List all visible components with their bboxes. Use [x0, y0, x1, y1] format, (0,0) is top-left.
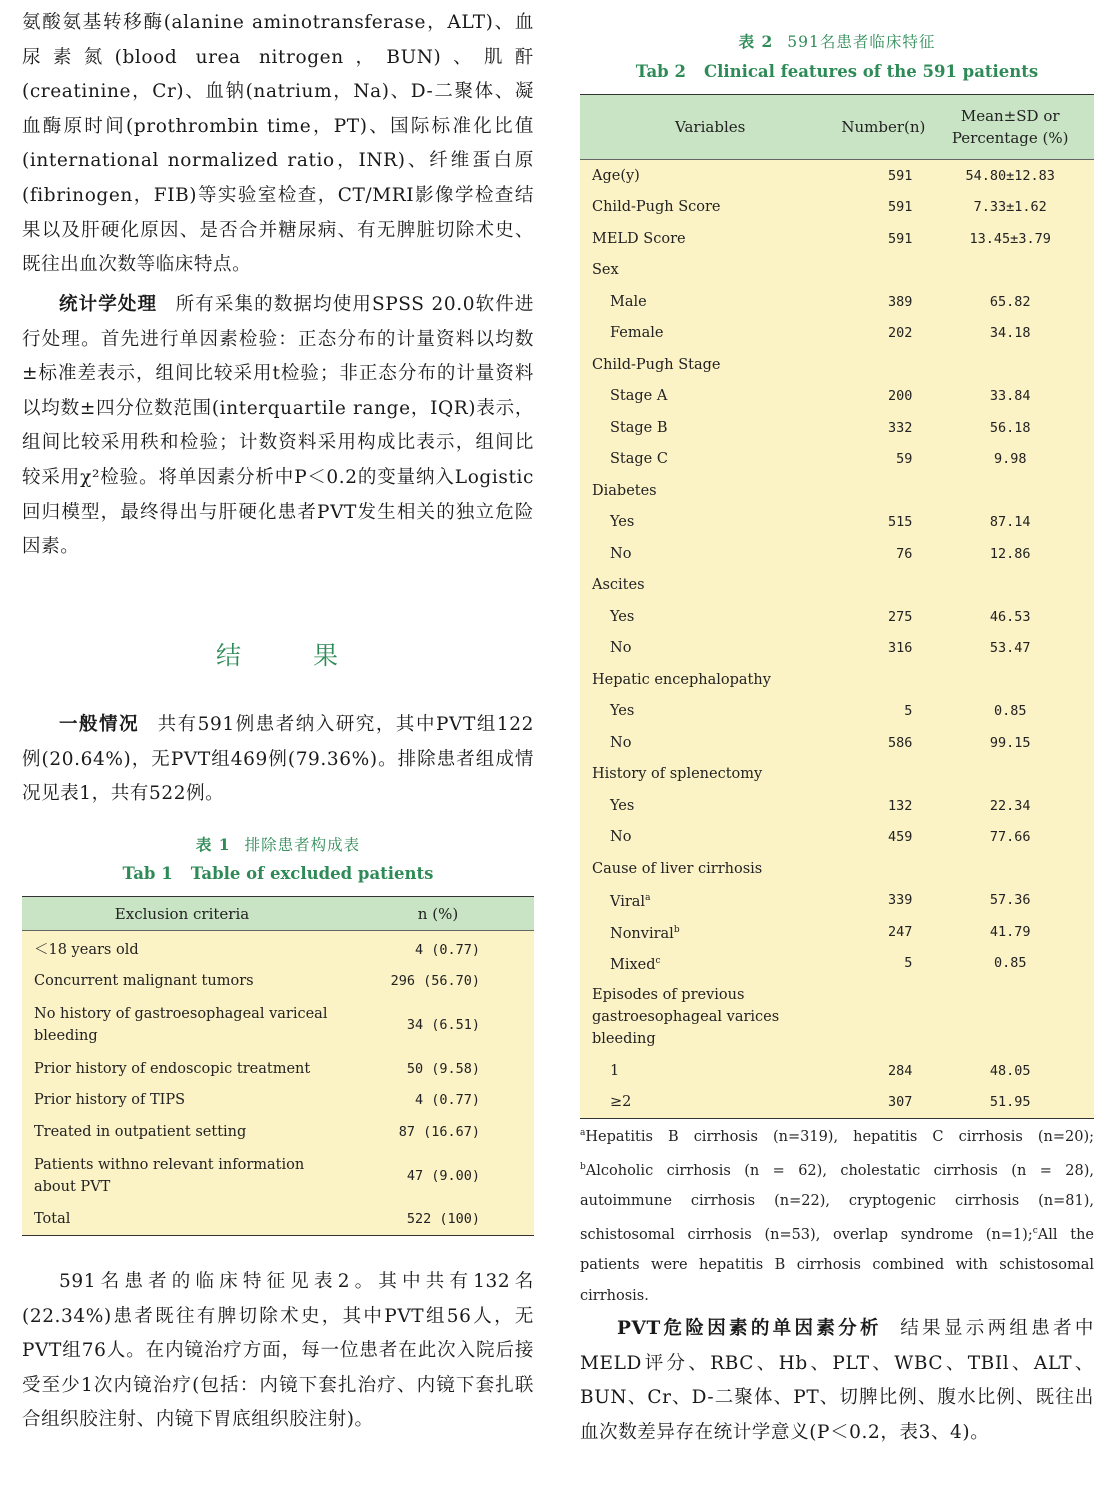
variable-cell: Yes: [610, 703, 635, 720]
table-row: [580, 1087, 1094, 1119]
variable-cell: Male: [610, 293, 647, 310]
variable-label: Nonviral: [610, 925, 674, 942]
number-cell: [840, 979, 926, 1055]
value-cell: 41.79: [989, 923, 1031, 940]
number-cell: 586: [888, 734, 913, 751]
value-cell: 0.85: [993, 955, 1027, 972]
tab2-label-en: Tab 2: [635, 62, 686, 81]
value-cell: 46.53: [989, 608, 1031, 625]
table-row: [580, 223, 1094, 255]
value-cell: 13.45±3.79: [969, 230, 1051, 247]
value-cell: 53.47: [989, 640, 1031, 657]
table-row: [580, 979, 1094, 1055]
tab2-caption-cn: [580, 30, 1094, 52]
variable-cell: History of splenectomy: [592, 766, 763, 783]
count-cell: 4 (0.77): [414, 941, 480, 958]
variable-cell: No: [610, 545, 632, 562]
number-cell: 275: [888, 608, 913, 625]
value-cell: 77.66: [989, 829, 1031, 846]
criteria-cell: Total: [34, 1211, 71, 1228]
value-cell: 51.95: [989, 1094, 1031, 1111]
general-text: 共有591例患者纳入研究，其中PVT组122例(20.64%)，无PVT组469例(79.36%)。排除患者组成情况见表1，共有522例。: [22, 714, 534, 805]
table-row: [580, 633, 1094, 665]
variable-cell: [580, 916, 840, 948]
variable-cell: MELD Score: [592, 230, 686, 247]
count-cell: 50 (9.58): [406, 1060, 480, 1077]
number-cell: 132: [888, 797, 913, 814]
variable-cell: Child-Pugh Score: [592, 199, 721, 216]
table-row: [580, 790, 1094, 822]
tab2-header-number: Number(n): [840, 95, 926, 160]
number-cell: 389: [888, 293, 913, 310]
variable-cell: Stage C: [610, 451, 668, 468]
footnote-marker-b: b: [580, 1162, 586, 1173]
table-row: [580, 885, 1094, 917]
number-cell: 316: [888, 640, 913, 657]
tab2-label-cn: 表 2: [738, 32, 774, 51]
value-cell: 99.15: [989, 734, 1031, 751]
table-row: [580, 286, 1094, 318]
tab1-title-en: Table of excluded patients: [190, 864, 434, 883]
table-row: [580, 381, 1094, 413]
number-cell: 591: [888, 230, 913, 247]
variable-cell: Hepatic encephalopathy: [592, 671, 771, 688]
variable-cell: No: [610, 829, 632, 846]
criteria-cell: No history of gastroesophageal variceal bleeding: [34, 1006, 328, 1044]
value-cell: 48.05: [989, 1062, 1031, 1079]
criteria-cell: Prior history of TIPS: [34, 1092, 186, 1109]
number-cell: 591: [888, 199, 913, 216]
tab1-caption-en: [22, 864, 534, 883]
table-row: [580, 1055, 1094, 1087]
value-cell: 7.33±1.62: [973, 199, 1047, 216]
table-row: [580, 444, 1094, 476]
number-cell: 247: [888, 923, 913, 940]
variable-cell: Stage A: [610, 388, 668, 405]
number-cell: 339: [888, 892, 913, 909]
number-cell: 284: [888, 1062, 913, 1079]
table-row: [22, 931, 534, 966]
tab2-caption-en: [580, 62, 1094, 81]
value-cell: 65.82: [989, 293, 1031, 310]
count-cell: 296 (56.70): [390, 973, 480, 990]
table-row: [580, 727, 1094, 759]
number-cell: [840, 759, 926, 791]
table-row: [580, 412, 1094, 444]
footnote-marker: c: [655, 956, 661, 967]
criteria-cell: Concurrent malignant tumors: [34, 973, 254, 990]
variable-cell: [580, 948, 840, 980]
table-row: [580, 948, 1094, 980]
tab2-title-cn: 591名患者临床特征: [787, 33, 936, 51]
table-row: [22, 997, 534, 1053]
variable-cell: Episodes of previous gastroesophageal varices bleeding: [592, 987, 780, 1047]
variable-cell: Female: [610, 325, 664, 342]
table-row: [580, 507, 1094, 539]
table-row: [580, 822, 1094, 854]
variable-cell: No: [610, 734, 632, 751]
clinical-features-paragraph: 591名患者的临床特征见表2。其中共有132名(22.34%)患者既往有脾切除术史，其中PVT组56人，无PVT组76人。在内镜治疗方面，每一位患者在此次入院后接受至少1次内镜治疗(包括：内镜下套扎治疗、内镜下套扎联合组织胶注射、内镜下胃底组织胶注射)。: [22, 1271, 534, 1431]
variable-cell: 1: [610, 1062, 620, 1079]
count-cell: 4 (0.77): [414, 1092, 480, 1109]
table-row: [580, 318, 1094, 350]
table-row: [580, 538, 1094, 570]
value-cell: [926, 759, 1094, 791]
number-cell: [840, 349, 926, 381]
variable-cell: Yes: [610, 514, 635, 531]
value-cell: [926, 349, 1094, 381]
criteria-cell: Prior history of endoscopic treatment: [34, 1060, 311, 1077]
clinical-features-table: [580, 94, 1094, 1119]
count-cell: 87 (16.67): [398, 1123, 480, 1140]
number-cell: 202: [888, 325, 913, 342]
footnote-a: Hepatitis B cirrhosis (n=319), hepatitis C cirrhosis (n=20);: [585, 1128, 1094, 1145]
number-cell: 307: [888, 1094, 913, 1111]
value-cell: 33.84: [989, 388, 1031, 405]
variable-cell: Yes: [610, 797, 635, 814]
variable-label: Viral: [610, 894, 646, 911]
number-cell: 5: [904, 955, 913, 972]
table-row: [580, 475, 1094, 507]
criteria-cell: ＜18 years old: [34, 941, 139, 958]
variable-cell: Age(y): [592, 167, 640, 184]
statistics-paragraph: [22, 288, 534, 565]
variable-cell: ≥2: [610, 1094, 632, 1111]
number-cell: 591: [888, 167, 913, 184]
value-cell: 0.85: [993, 703, 1027, 720]
table-row: [580, 349, 1094, 381]
footnote-marker: a: [645, 893, 651, 904]
number-cell: 59: [896, 451, 913, 468]
footnote-marker-c: c: [1032, 1226, 1038, 1237]
table-row: [580, 192, 1094, 224]
results-heading: 结 果: [216, 641, 340, 670]
number-cell: 76: [896, 545, 913, 562]
number-cell: [840, 475, 926, 507]
count-cell: 522 (100): [406, 1211, 480, 1228]
number-cell: [840, 570, 926, 602]
table-row: [580, 570, 1094, 602]
table-footnote: [580, 1118, 1094, 1311]
tab2-title-en: Clinical features of the 591 patients: [703, 62, 1039, 81]
table-row: [22, 1116, 534, 1148]
variable-cell: Diabetes: [592, 482, 657, 499]
footnote-b: Alcoholic cirrhosis (n = 62), cholestatic cirrhosis (n = 28), autoimmune cirrhosis (n=22), cryptogenic cirrhosis (n=81), schistosomal cirrhosis (n=53), overlap syndrome (n=1);: [580, 1162, 1094, 1244]
variable-cell: Sex: [592, 262, 619, 279]
value-cell: 54.80±12.83: [965, 167, 1055, 184]
number-cell: 332: [888, 419, 913, 436]
table-row: [580, 696, 1094, 728]
variable-label: Mixed: [610, 957, 656, 974]
value-cell: 12.86: [989, 545, 1031, 562]
value-cell: [926, 979, 1094, 1055]
table-row: [22, 1148, 534, 1204]
table-row: [22, 1204, 534, 1236]
variable-cell: No: [610, 640, 632, 657]
tab1-header-n: n (%): [342, 897, 534, 931]
table-row: [580, 255, 1094, 287]
number-cell: 200: [888, 388, 913, 405]
table-row: [22, 966, 534, 998]
value-cell: 34.18: [989, 325, 1031, 342]
table-row: [580, 759, 1094, 791]
value-cell: 57.36: [989, 892, 1031, 909]
variable-cell: Yes: [610, 608, 635, 625]
value-cell: 56.18: [989, 419, 1031, 436]
value-cell: [926, 570, 1094, 602]
table-row: [580, 160, 1094, 192]
tab2-header-mean: Mean±SD or Percentage (%): [926, 95, 1094, 160]
variable-cell: [580, 885, 840, 917]
variable-cell: Cause of liver cirrhosis: [592, 860, 763, 877]
value-cell: [926, 853, 1094, 885]
table-row: [22, 1085, 534, 1117]
general-lead: 一般情况: [59, 714, 140, 735]
number-cell: 5: [904, 703, 913, 720]
criteria-cell: Patients withno relevant information about PVT: [34, 1156, 305, 1195]
tab1-label-cn: 表 1: [195, 835, 231, 854]
number-cell: 459: [888, 829, 913, 846]
tab1-label-en: Tab 1: [122, 864, 173, 883]
value-cell: [926, 255, 1094, 287]
univariate-text: 结果显示两组患者中MELD评分、RBC、Hb、PLT、WBC、TBIl、ALT、BUN、Cr、D-二聚体、PT、切脾比例、腹水比例、既往出血次数差异存在统计学意义(P＜0.2，表3、4)。: [580, 1318, 1094, 1443]
value-cell: [926, 664, 1094, 696]
number-cell: [840, 853, 926, 885]
count-cell: 47 (9.00): [406, 1167, 480, 1184]
tab1-header-criteria: Exclusion criteria: [22, 897, 342, 931]
tab1-title-cn: 排除患者构成表: [244, 836, 361, 854]
table-row: [580, 664, 1094, 696]
criteria-cell: Treated in outpatient setting: [34, 1123, 247, 1140]
methods-paragraph: 氨酸氨基转移酶(alanine aminotransferase，ALT)、血尿素氮(blood urea nitrogen，BUN)、肌酐(creatinine，Cr)、血钠(natrium，Na)、D-二聚体、凝血酶原时间(prothrombin time，PT)、国际标准化比值(international normalized ratio，INR)、纤维蛋白原(fibrinogen，FIB)等实验室检查，CT/MRI影像学检查结果以及肝硬化原因、是否合并糖尿病、有无脾脏切除术史、既往出血次数等临床特点。: [22, 12, 534, 276]
value-cell: 9.98: [993, 451, 1027, 468]
statistics-lead: 统计学处理: [59, 294, 158, 315]
value-cell: 87.14: [989, 514, 1031, 531]
number-cell: [840, 255, 926, 287]
table-row: [580, 853, 1094, 885]
number-cell: 515: [888, 514, 913, 531]
univariate-lead: PVT危险因素的单因素分析: [617, 1318, 882, 1339]
tab2-header-variables: Variables: [580, 95, 840, 160]
footnote-marker-a: a: [580, 1128, 586, 1138]
footnote-marker: b: [673, 924, 680, 935]
statistics-text: 所有采集的数据均使用SPSS 20.0软件进行处理。首先进行单因素检验：正态分布的计量资料以均数±标准差表示，组间比较采用t检验；非正态分布的计量资料以均数±四分位数范围(interquartile range，IQR)表示，组间比较采用秩和检验；计数资料采用构成比表示，组间比较采用χ²检验。将单因素分析中P＜0.2的变量纳入Logistic回归模型，最终得出与肝硬化患者PVT发生相关的独立危险因素。: [22, 294, 534, 558]
table-row: [580, 916, 1094, 948]
excluded-patients-table: [22, 896, 534, 1236]
univariate-paragraph: [580, 1312, 1094, 1450]
tab1-caption-cn: [22, 833, 534, 855]
table-row: [22, 1053, 534, 1085]
number-cell: [840, 664, 926, 696]
variable-cell: Ascites: [592, 577, 645, 594]
value-cell: [926, 475, 1094, 507]
general-paragraph: [22, 708, 534, 812]
count-cell: 34 (6.51): [406, 1017, 480, 1033]
variable-cell: Stage B: [610, 419, 668, 436]
footnote-c: All the patients were hepatitis B cirrhosis combined with schistosomal cirrhosis.: [580, 1227, 1094, 1304]
table-row: [580, 601, 1094, 633]
variable-cell: Child-Pugh Stage: [592, 356, 721, 373]
value-cell: 22.34: [989, 797, 1031, 814]
